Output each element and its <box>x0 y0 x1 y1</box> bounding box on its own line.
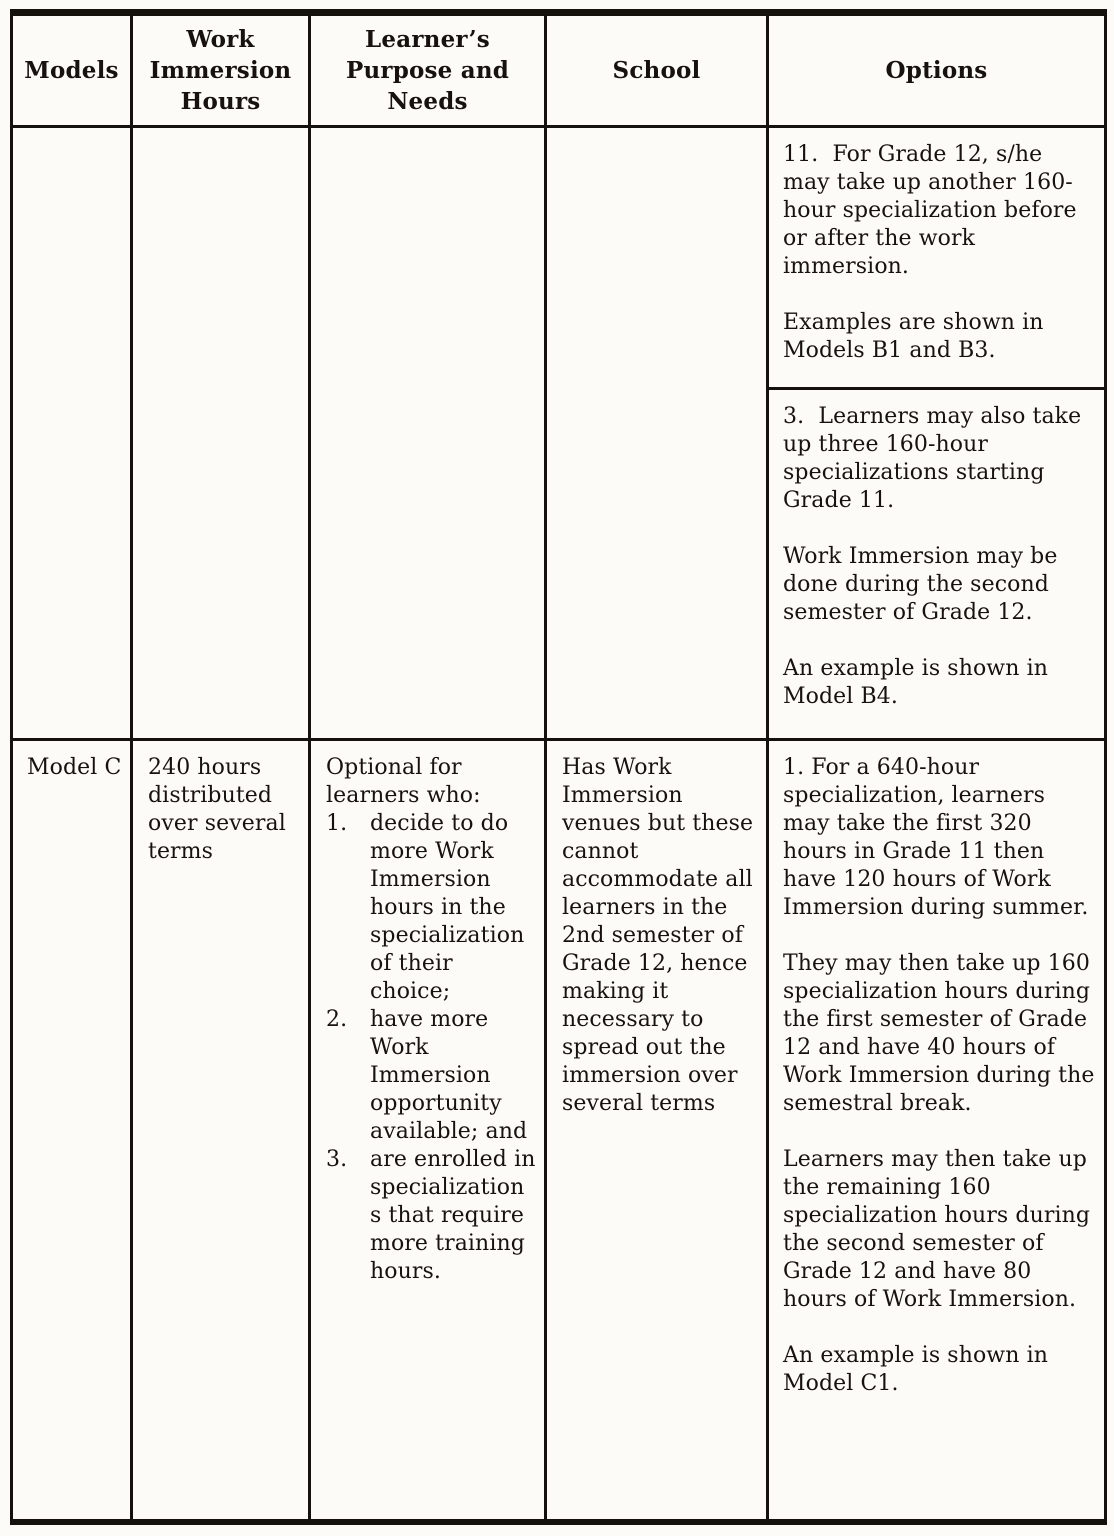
school-text: Has Work Immersion venues but these cannot accommodate all learners in the 2nd semester of Grade 12, hence making it necessary to spread out the immersion over several terms <box>562 755 761 1117</box>
paragraph: 11. For Grade 12, s/he may take up another 160-hour specialization before or after the work immersion. <box>783 142 1084 280</box>
model-label: Model C <box>27 755 122 781</box>
cell-purpose-empty <box>310 127 546 740</box>
paragraph: An example is shown in Model C1. <box>783 1343 1056 1397</box>
work-immersion-models-table <box>10 9 1107 1525</box>
model-c-row <box>12 740 1106 1522</box>
list-item <box>326 1146 536 1286</box>
cell-school-empty <box>546 127 768 740</box>
header-cell-options: Options <box>768 13 1106 127</box>
list-item-text: have more Work Immersion opportunity available; and <box>370 1007 528 1145</box>
header-cell-learners-purpose-and-needs: Learner’s Purpose and Needs <box>310 13 546 127</box>
header-cell-school: School <box>546 13 768 127</box>
continuation-row-upper <box>12 127 1106 389</box>
cell-model-c-label <box>12 740 132 1522</box>
cell-model-c-hours <box>132 740 310 1522</box>
hours-text: 240 hours distributed over several terms <box>148 755 293 865</box>
paragraph: An example is shown in Model B4. <box>783 656 1056 710</box>
list-item-text: decide to do more Work Immersion hours in the specialization of their choice; <box>370 811 525 1005</box>
paragraph: Examples are shown in Models B1 and B3. <box>783 310 1051 364</box>
cell-models-empty <box>12 127 132 740</box>
cell-options-grade12-continuation <box>768 127 1106 389</box>
list-item <box>326 1006 536 1146</box>
paragraph: They may then take up 160 specialization hours during the first semester of Grade 12 and have 40 hours of Work Immersion during the semestral break. <box>783 951 1102 1117</box>
cell-hours-empty <box>132 127 310 740</box>
list-item-number: 1. <box>326 811 348 837</box>
paragraph: 3. Learners may also take up three 160-hour specializations starting Grade 11. <box>783 404 1089 514</box>
list-item-number: 3. <box>326 1147 348 1173</box>
paragraph: 1. For a 640-hour specialization, learners may take the first 320 hours in Grade 11 then have 120 hours of Work Immersion during summer. <box>783 755 1089 921</box>
header-cell-work-immersion-hours: Work Immersion Hours <box>132 13 310 127</box>
purpose-intro: Optional for learners who: <box>326 755 481 809</box>
paragraph: Work Immersion may be done during the second semester of Grade 12. <box>783 544 1065 626</box>
paragraph: Learners may then take up the remaining 160 specialization hours during the second semester of Grade 12 and have 80 hours of Work Immersion. <box>783 1147 1098 1313</box>
header-row <box>12 13 1106 127</box>
list-item-text: are enrolled in specialization s that require more training hours. <box>370 1147 536 1285</box>
cell-options-three-specializations <box>768 389 1106 740</box>
purpose-numbered-list <box>326 810 536 1286</box>
list-item-number: 2. <box>326 1007 348 1033</box>
cell-model-c-school <box>546 740 768 1522</box>
list-item <box>326 810 536 1006</box>
cell-model-c-purpose <box>310 740 546 1522</box>
cell-model-c-options <box>768 740 1106 1522</box>
header-cell-models: Models <box>12 13 132 127</box>
